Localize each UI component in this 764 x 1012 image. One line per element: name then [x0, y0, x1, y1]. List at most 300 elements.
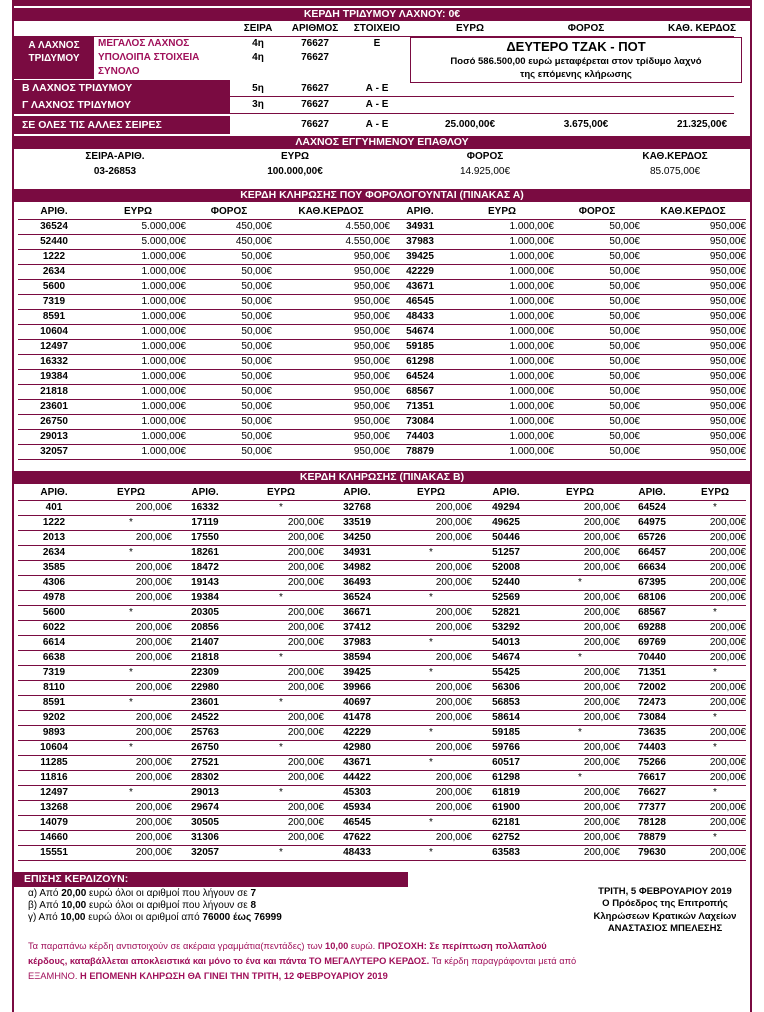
tableB-value-cell: *: [90, 515, 172, 530]
tableB-row: [18, 605, 746, 620]
tableA-value-cell: 1.000,00€: [90, 309, 186, 324]
tableB-row: [18, 545, 746, 560]
trio-header: ΚΕΡΔΗ ΤΡΙΔΥΜΟΥ ΛΑΧΝΟΥ: 0€: [14, 8, 750, 21]
tableA-number-cell: 36524: [18, 219, 90, 234]
tableB-number-cell: 21818: [172, 650, 238, 665]
tableB-value-cell: 200,00€: [540, 830, 620, 845]
tableB-number-cell: 74403: [620, 740, 684, 755]
pot-text-2: της επόμενης κλήρωσης: [520, 69, 632, 80]
tableA-col-header: ΕΥΡΩ: [90, 204, 186, 219]
tableB-value-cell: 200,00€: [540, 620, 620, 635]
tableB-number-cell: 30505: [172, 815, 238, 830]
tableA-col-header: ΑΡΙΘ.: [390, 204, 450, 219]
tableA-value-cell: 950,00€: [272, 324, 390, 339]
tableB-number-cell: 31306: [172, 830, 238, 845]
tableA-value-cell: 50,00€: [554, 309, 640, 324]
tableA-row: [18, 219, 746, 234]
tableA-value-cell: 50,00€: [186, 399, 272, 414]
footer-line-1: Τα παραπάνω κέρδη αντιστοιχούν σε ακέραια γραμμάτια(πεντάδες) των 10,00 ευρώ. ΠΡΟΣΟΧΗ: Σε περίπτωση πολλαπλού: [28, 941, 547, 951]
tableB-number-cell: 17119: [172, 515, 238, 530]
tableA-value-cell: 950,00€: [640, 414, 746, 429]
tableB-value-cell: 200,00€: [90, 575, 172, 590]
tableA-number-cell: 7319: [18, 294, 90, 309]
tableB-value-cell: 200,00€: [90, 770, 172, 785]
all-element: Α - Ε: [365, 119, 389, 130]
tableB-number-cell: 61298: [472, 770, 540, 785]
tableB-number-cell: 44422: [324, 770, 390, 785]
tableB-value-cell: *: [390, 665, 472, 680]
tableB-value-cell: *: [390, 845, 472, 860]
tableB-value-cell: 200,00€: [90, 845, 172, 860]
tableA-value-cell: 1.000,00€: [450, 264, 554, 279]
tableB-row: [18, 680, 746, 695]
tableA-number-cell: 64524: [390, 369, 450, 384]
tableA-value-cell: 950,00€: [272, 369, 390, 384]
tableB-number-cell: 61900: [472, 800, 540, 815]
tableB-number-cell: 72002: [620, 680, 684, 695]
tableB-number-cell: 25763: [172, 725, 238, 740]
tableB-number-cell: 69769: [620, 635, 684, 650]
tableB-number-cell: 6638: [18, 650, 90, 665]
tableA-value-cell: 50,00€: [554, 234, 640, 249]
tableA-value-cell: 50,00€: [186, 369, 272, 384]
tableB-number-cell: 55425: [472, 665, 540, 680]
a-sub-1: ΜΕΓΑΛΟΣ ΛΑΧΝΟΣ: [98, 38, 190, 49]
tableB-number-cell: 50446: [472, 530, 540, 545]
tableB-number-cell: 19384: [172, 590, 238, 605]
tableA-value-cell: 50,00€: [186, 294, 272, 309]
tableB-number-cell: 48433: [324, 845, 390, 860]
tableA-number-cell: 21818: [18, 384, 90, 399]
tableA-value-cell: 1.000,00€: [90, 414, 186, 429]
tableA-value-cell: 1.000,00€: [450, 279, 554, 294]
tableB-row: [18, 590, 746, 605]
tableA-number-cell: 42229: [390, 264, 450, 279]
tableB-value-cell: 200,00€: [90, 680, 172, 695]
tableA-row: [18, 279, 746, 294]
tableA-value-cell: 5.000,00€: [90, 219, 186, 234]
all-number: 76627: [301, 119, 329, 130]
tableB-value-cell: 200,00€: [540, 845, 620, 860]
tableB-number-cell: 52008: [472, 560, 540, 575]
tableA-value-cell: 1.000,00€: [450, 324, 554, 339]
tableA-value-cell: 950,00€: [272, 309, 390, 324]
tableB-value-cell: 200,00€: [540, 530, 620, 545]
tableB-value-cell: 200,00€: [90, 755, 172, 770]
tableB-header: ΚΕΡΔΗ ΚΛΗΡΩΣΗΣ (ΠΙΝΑΚΑΣ Β): [14, 471, 750, 484]
tableB-number-cell: 14079: [18, 815, 90, 830]
tableA-row: [18, 294, 746, 309]
tableA-value-cell: 950,00€: [272, 294, 390, 309]
tableB-value-cell: *: [390, 590, 472, 605]
tableA-value-cell: 50,00€: [186, 264, 272, 279]
tableA-row: [18, 324, 746, 339]
tableB-value-cell: 200,00€: [540, 815, 620, 830]
tableB-number-cell: 11816: [18, 770, 90, 785]
tableB-number-cell: 36671: [324, 605, 390, 620]
tableB-value-cell: 200,00€: [390, 500, 472, 515]
tableB-value-cell: 200,00€: [684, 545, 746, 560]
tableB: [18, 485, 746, 861]
a-number-1: 76627: [301, 38, 329, 49]
tableA-value-cell: 950,00€: [640, 234, 746, 249]
tableB-row: [18, 560, 746, 575]
tableB-value-cell: 200,00€: [390, 830, 472, 845]
tableA-row: [18, 444, 746, 459]
tableB-value-cell: *: [90, 605, 172, 620]
g-euro: 100.000,00€: [267, 166, 323, 177]
g-number: 76627: [301, 99, 329, 110]
tableA-value-cell: 950,00€: [272, 399, 390, 414]
tableA-value-cell: 1.000,00€: [450, 399, 554, 414]
tableB-value-cell: 200,00€: [540, 710, 620, 725]
tableB-value-cell: *: [684, 500, 746, 515]
tableB-value-cell: 200,00€: [684, 755, 746, 770]
tableA-value-cell: 950,00€: [272, 354, 390, 369]
tableA-value-cell: 950,00€: [640, 324, 746, 339]
tableB-number-cell: 69288: [620, 620, 684, 635]
tableA-value-cell: 1.000,00€: [90, 444, 186, 459]
tableB-number-cell: 401: [18, 500, 90, 515]
a-number-2: 76627: [301, 52, 329, 63]
g-series-num: 03-26853: [93, 166, 137, 177]
tableA-number-cell: 54674: [390, 324, 450, 339]
tableB-value-cell: 200,00€: [684, 560, 746, 575]
tableA-value-cell: 1.000,00€: [90, 384, 186, 399]
tableA-value-cell: 1.000,00€: [450, 249, 554, 264]
tableB-value-cell: 200,00€: [540, 680, 620, 695]
tableB-number-cell: 40697: [324, 695, 390, 710]
tableB-number-cell: 59185: [472, 725, 540, 740]
tableB-number-cell: 45303: [324, 785, 390, 800]
tableB-number-cell: 20856: [172, 620, 238, 635]
tableB-value-cell: 200,00€: [684, 725, 746, 740]
tableA-number-cell: 52440: [18, 234, 90, 249]
tableA-value-cell: 1.000,00€: [450, 309, 554, 324]
tableB-value-cell: *: [540, 770, 620, 785]
tableA-value-cell: 950,00€: [640, 219, 746, 234]
tableB-value-cell: *: [238, 695, 324, 710]
tableB-value-cell: 200,00€: [684, 845, 746, 860]
tableB-number-cell: 11285: [18, 755, 90, 770]
tableA-value-cell: 950,00€: [640, 279, 746, 294]
tableB-value-cell: *: [238, 740, 324, 755]
tableB-number-cell: 62181: [472, 815, 540, 830]
tableB-value-cell: 200,00€: [90, 710, 172, 725]
tableB-value-cell: 200,00€: [390, 740, 472, 755]
tableB-row: [18, 635, 746, 650]
tableB-col-header: ΑΡΙΘ.: [324, 485, 390, 500]
tableB-col-header: ΕΥΡΩ: [90, 485, 172, 500]
tableB-value-cell: 200,00€: [684, 575, 746, 590]
tableB-value-cell: *: [238, 785, 324, 800]
tableB-number-cell: 68106: [620, 590, 684, 605]
tableA-col-header: ΑΡΙΘ.: [18, 204, 90, 219]
tableB-value-cell: *: [540, 650, 620, 665]
tableA-value-cell: 1.000,00€: [90, 249, 186, 264]
g-net: 85.075,00€: [649, 166, 701, 177]
tableA-value-cell: 50,00€: [186, 354, 272, 369]
tableB-number-cell: 34931: [324, 545, 390, 560]
tableB-number-cell: 64524: [620, 500, 684, 515]
tableB-value-cell: 200,00€: [238, 605, 324, 620]
tableB-number-cell: 8110: [18, 680, 90, 695]
tableB-value-cell: *: [238, 590, 324, 605]
tableA-number-cell: 8591: [18, 309, 90, 324]
tableA-value-cell: 1.000,00€: [450, 429, 554, 444]
tableB-number-cell: 28302: [172, 770, 238, 785]
tableA-value-cell: 1.000,00€: [90, 339, 186, 354]
tableB-number-cell: 29674: [172, 800, 238, 815]
tableA-value-cell: 4.550,00€: [272, 234, 390, 249]
g-series: 3η: [252, 99, 264, 110]
all-tax: 3.675,00€: [563, 119, 609, 130]
tableB-number-cell: 71351: [620, 665, 684, 680]
tableA-value-cell: 50,00€: [186, 444, 272, 459]
tableB-number-cell: 70440: [620, 650, 684, 665]
tableB-value-cell: 200,00€: [540, 590, 620, 605]
tableB-number-cell: 15551: [18, 845, 90, 860]
tableA-value-cell: 50,00€: [554, 249, 640, 264]
tableB-value-cell: 200,00€: [390, 605, 472, 620]
tableB-value-cell: 200,00€: [238, 620, 324, 635]
tableA-col-header: ΚΑΘ.ΚΕΡΔΟΣ: [272, 204, 390, 219]
tableB-value-cell: 200,00€: [238, 575, 324, 590]
tableB-row: [18, 725, 746, 740]
tableA-number-cell: 37983: [390, 234, 450, 249]
tableA-value-cell: 950,00€: [640, 339, 746, 354]
tableA-value-cell: 50,00€: [554, 384, 640, 399]
tableB-value-cell: 200,00€: [90, 500, 172, 515]
also-line-b: β) Από 10,00 ευρώ όλοι οι αριθμοί που λήγουν σε 8: [28, 900, 257, 911]
tableB-row: [18, 815, 746, 830]
tableB-number-cell: 77377: [620, 800, 684, 815]
tableB-col-header: ΕΥΡΩ: [540, 485, 620, 500]
tableB-number-cell: 32057: [172, 845, 238, 860]
sig-line2: Κληρώσεων Κρατικών Λαχείων: [593, 911, 737, 922]
sig-date: ΤΡΙΤΗ, 5 ΦΕΒΡΟΥΑΡΙΟΥ 2019: [598, 886, 732, 897]
tableA-value-cell: 1.000,00€: [90, 264, 186, 279]
tableB-number-cell: 4306: [18, 575, 90, 590]
sig-line1: Ο Πρόεδρος της Επιτροπής: [602, 898, 728, 909]
tableB-number-cell: 67395: [620, 575, 684, 590]
tableA-number-cell: 59185: [390, 339, 450, 354]
tableB-number-cell: 32768: [324, 500, 390, 515]
tableA-value-cell: 50,00€: [554, 444, 640, 459]
tableA-value-cell: 1.000,00€: [90, 279, 186, 294]
tableB-col-header: ΕΥΡΩ: [390, 485, 472, 500]
tableB-row: [18, 515, 746, 530]
b-number: 76627: [301, 83, 329, 94]
tableA-value-cell: 950,00€: [272, 429, 390, 444]
tableA-number-cell: 78879: [390, 444, 450, 459]
tableB-number-cell: 39966: [324, 680, 390, 695]
tableB-value-cell: 200,00€: [540, 515, 620, 530]
tableA-number-cell: 10604: [18, 324, 90, 339]
tableB-col-header: ΕΥΡΩ: [238, 485, 324, 500]
tableA-number-cell: 61298: [390, 354, 450, 369]
tableA-value-cell: 50,00€: [186, 414, 272, 429]
tableB-col-header: ΑΡΙΘ.: [18, 485, 90, 500]
tableB-value-cell: 200,00€: [238, 635, 324, 650]
tableB-number-cell: 56853: [472, 695, 540, 710]
tableA-value-cell: 950,00€: [640, 264, 746, 279]
tableB-col-header: ΑΡΙΘ.: [620, 485, 684, 500]
tableB-value-cell: *: [90, 665, 172, 680]
tableB-value-cell: 200,00€: [684, 515, 746, 530]
tableB-value-cell: 200,00€: [238, 815, 324, 830]
tableB-number-cell: 78879: [620, 830, 684, 845]
tableB-value-cell: 200,00€: [90, 620, 172, 635]
tableA-number-cell: 16332: [18, 354, 90, 369]
tableB-row: [18, 500, 746, 515]
tableB-value-cell: 200,00€: [684, 800, 746, 815]
tableB-row: [18, 575, 746, 590]
tableB-row: [18, 785, 746, 800]
tableB-number-cell: 22980: [172, 680, 238, 695]
tableB-number-cell: 62752: [472, 830, 540, 845]
g-tax: 14.925,00€: [459, 166, 511, 177]
tableB-value-cell: 200,00€: [390, 650, 472, 665]
tableB-value-cell: 200,00€: [540, 695, 620, 710]
tableA-value-cell: 1.000,00€: [450, 234, 554, 249]
tableB-value-cell: 200,00€: [238, 725, 324, 740]
tableB-number-cell: 6614: [18, 635, 90, 650]
tableB-value-cell: *: [238, 650, 324, 665]
g-label: Γ ΛΑΧΝΟΣ ΤΡΙΔΥΜΟΥ: [14, 97, 230, 113]
tableB-value-cell: 200,00€: [540, 635, 620, 650]
tableA-value-cell: 950,00€: [272, 249, 390, 264]
tableB-value-cell: 200,00€: [90, 635, 172, 650]
tableA-row: [18, 264, 746, 279]
tableB-number-cell: 8591: [18, 695, 90, 710]
tableA-row: [18, 414, 746, 429]
tableA-value-cell: 50,00€: [554, 279, 640, 294]
tableB-number-cell: 9893: [18, 725, 90, 740]
tableB-value-cell: 200,00€: [238, 680, 324, 695]
b-label: Β ΛΑΧΝΟΣ ΤΡΙΔΥΜΟΥ: [14, 80, 230, 96]
tableB-number-cell: 58614: [472, 710, 540, 725]
tableB-row: [18, 755, 746, 770]
tableB-value-cell: 200,00€: [90, 830, 172, 845]
tableA-header-row: [18, 204, 746, 219]
tableB-row: [18, 665, 746, 680]
tableB-number-cell: 37412: [324, 620, 390, 635]
footer-line-2: κέρδους, καταβάλλεται αποκλειστικά και μόνο το ένα και πάντα ΤΟ ΜΕΓΑΛΥΤΕΡΟ ΚΕΡΔΟΣ. Τα κέρδη παραγράφονται μετά από: [28, 956, 577, 966]
footer-line-3: ΕΞΑΜΗΝΟ. Η ΕΠΟΜΕΝΗ ΚΛΗΡΩΣΗ ΘΑ ΓΙΝΕΙ ΤΗΝ ΤΡΙΤΗ, 12 ΦΕΒΡΟΥΑΡΙΟΥ 2019: [28, 971, 388, 981]
tableA-row: [18, 369, 746, 384]
tableB-value-cell: *: [540, 575, 620, 590]
tableB-number-cell: 78128: [620, 815, 684, 830]
top-cut-bar: [14, 0, 750, 6]
tableA-value-cell: 950,00€: [640, 309, 746, 324]
tableA-col-header: ΕΥΡΩ: [450, 204, 554, 219]
tableA-number-cell: 26750: [18, 414, 90, 429]
tableB-number-cell: 39425: [324, 665, 390, 680]
tableB-number-cell: 75266: [620, 755, 684, 770]
tableB-value-cell: 200,00€: [90, 530, 172, 545]
tableB-number-cell: 6022: [18, 620, 90, 635]
tableA-value-cell: 1.000,00€: [450, 219, 554, 234]
tableB-row: [18, 695, 746, 710]
also-line-a: α) Από 20,00 ευρώ όλοι οι αριθμοί που λήγουν σε 7: [28, 888, 257, 899]
tableA-value-cell: 1.000,00€: [90, 399, 186, 414]
tableB-value-cell: 200,00€: [540, 740, 620, 755]
tableB-number-cell: 51257: [472, 545, 540, 560]
tableB-value-cell: 200,00€: [540, 500, 620, 515]
tableB-number-cell: 1222: [18, 515, 90, 530]
tableB-number-cell: 16332: [172, 500, 238, 515]
tableA-value-cell: 50,00€: [186, 339, 272, 354]
b-series: 5η: [252, 83, 264, 94]
tableB-number-cell: 52440: [472, 575, 540, 590]
tableA-value-cell: 50,00€: [554, 369, 640, 384]
tableB-number-cell: 4978: [18, 590, 90, 605]
tableB-row: [18, 620, 746, 635]
tableB-number-cell: 38594: [324, 650, 390, 665]
tableB-value-cell: 200,00€: [390, 710, 472, 725]
tableA-value-cell: 50,00€: [554, 339, 640, 354]
tableB-number-cell: 37983: [324, 635, 390, 650]
tableA-value-cell: 950,00€: [272, 339, 390, 354]
tableA-row: [18, 354, 746, 369]
tableB-number-cell: 73635: [620, 725, 684, 740]
also-line-c: γ) Από 10,00 ευρώ όλοι οι αριθμοί από 76000 έως 76999: [28, 912, 282, 923]
tableB-value-cell: 200,00€: [238, 755, 324, 770]
a-series-2: 4η: [252, 52, 264, 63]
tableB-value-cell: *: [684, 785, 746, 800]
a-label-2: ΤΡΙΔΥΜΟΥ: [28, 53, 80, 64]
tableA: [18, 204, 746, 460]
tableA-value-cell: 50,00€: [186, 324, 272, 339]
tableB-value-cell: 200,00€: [390, 515, 472, 530]
tableB-value-cell: *: [90, 785, 172, 800]
tableA-value-cell: 50,00€: [554, 294, 640, 309]
tableB-value-cell: 200,00€: [90, 560, 172, 575]
tableB-number-cell: 29013: [172, 785, 238, 800]
tableA-number-cell: 68567: [390, 384, 450, 399]
tableB-number-cell: 36524: [324, 590, 390, 605]
a-series-1: 4η: [252, 38, 264, 49]
tableA-value-cell: 1.000,00€: [450, 384, 554, 399]
tableB-number-cell: 65726: [620, 530, 684, 545]
tableB-value-cell: 200,00€: [238, 830, 324, 845]
tableA-value-cell: 50,00€: [186, 309, 272, 324]
tableB-value-cell: 200,00€: [684, 590, 746, 605]
tableB-number-cell: 66457: [620, 545, 684, 560]
tableA-value-cell: 1.000,00€: [450, 444, 554, 459]
tableB-number-cell: 26750: [172, 740, 238, 755]
tableA-value-cell: 950,00€: [272, 264, 390, 279]
tableB-value-cell: 200,00€: [684, 650, 746, 665]
tableB-row: [18, 740, 746, 755]
tableB-row: [18, 530, 746, 545]
tableB-value-cell: 200,00€: [684, 695, 746, 710]
tableB-number-cell: 2634: [18, 545, 90, 560]
tableB-row: [18, 650, 746, 665]
tableB-row: [18, 845, 746, 860]
tableA-number-cell: 23601: [18, 399, 90, 414]
tableB-number-cell: 12497: [18, 785, 90, 800]
tableB-number-cell: 19143: [172, 575, 238, 590]
tableB-number-cell: 59766: [472, 740, 540, 755]
tableB-number-cell: 18472: [172, 560, 238, 575]
tableA-value-cell: 5.000,00€: [90, 234, 186, 249]
tableA-value-cell: 50,00€: [554, 354, 640, 369]
tableB-row: [18, 710, 746, 725]
tableA-value-cell: 950,00€: [640, 369, 746, 384]
tableB-value-cell: *: [540, 725, 620, 740]
